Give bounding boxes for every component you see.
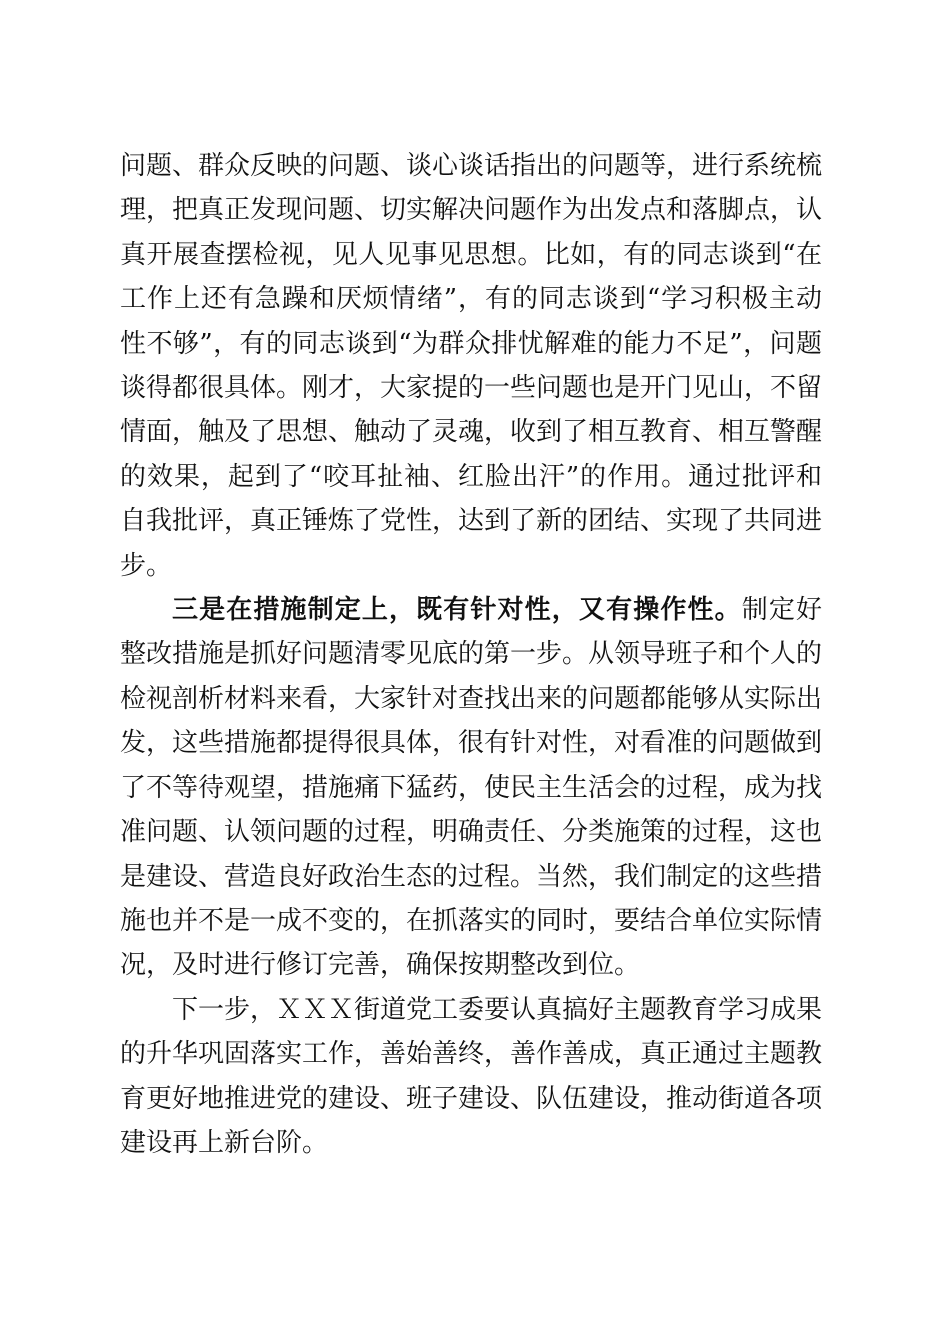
paragraph-text: 下一步，ＸＸＸ街道党工委要认真搞好主题教育学习成果的升华巩固落实工作，善始善终，善作善成，真正通过主题教育更好地推进党的建设、班子建设、队伍建设，推动街道各项建设再上新台阶。 [120, 994, 823, 1158]
paragraph-heading: 三是在措施制定上，既有针对性，又有操作性。 [172, 595, 742, 626]
paragraph-continuation [120, 144, 822, 588]
paragraph-next-step [120, 988, 822, 1166]
paragraph-text: 制定好整改措施是抓好问题清零见底的第一步。从领导班子和个人的检视剖析材料来看，大家针对查找出来的问题都能够从实际出发，这些措施都提得很具体，很有针对性，对看准的问题做到了不等待观望，措施痛下猛药，使民主生活会的过程，成为找准问题、认领问题的过程，明确责任、分类施策的过程，这也是建设、营造良好政治生态的过程。当然，我们制定的这些措施也并不是一成不变的，在抓落实的同时，要结合单位实际情况，及时进行修订完善，确保按期整改到位。 [120, 595, 823, 981]
document-body [120, 144, 822, 1165]
paragraph-measures [120, 588, 822, 988]
paragraph-text: 问题、群众反映的问题、谈心谈话指出的问题等，进行系统梳理，把真正发现问题、切实解决问题作为出发点和落脚点，认真开展查摆检视，见人见事见思想。比如，有的同志谈到“在工作上还有急躁和厌烦情绪”，有的同志谈到“学习积极主动性不够”，有的同志谈到“为群众排忧解难的能力不足”，问题谈得都很具体。刚才，大家提的一些问题也是开门见山，不留情面，触及了思想、触动了灵魂，收到了相互教育、相互警醒的效果，起到了“咬耳扯袖、红脸出汗”的作用。通过批评和自我批评，真正锤炼了党性，达到了新的团结、实现了共同进步。 [120, 151, 823, 581]
